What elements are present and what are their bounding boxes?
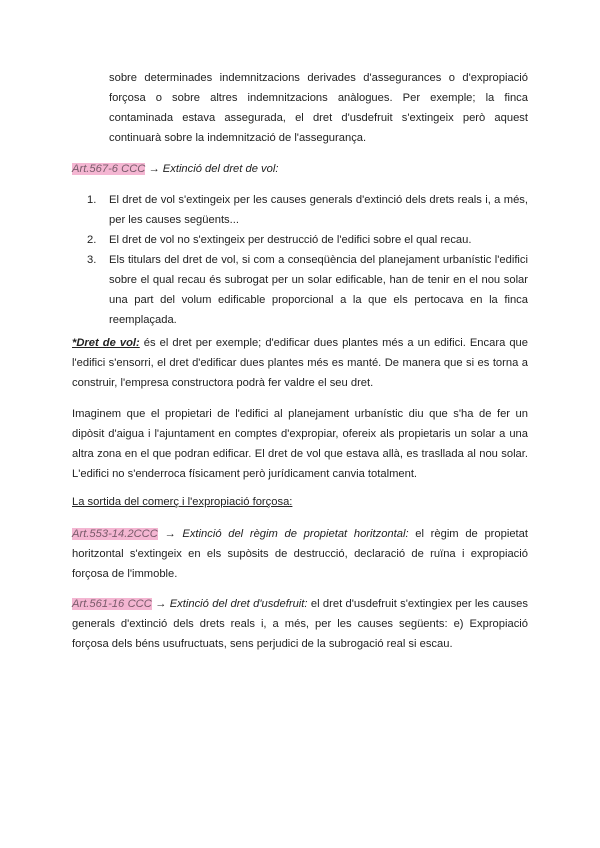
art553-title: → Extinció del règim de propietat horitzontal: <box>157 528 409 540</box>
dret-vol-paragraph <box>72 333 528 393</box>
art553-text: el règim de propietat horitzontal s'extingeix en els supòsits de destrucció, declaració de ruïna i expropiació forçosa de l'immoble. <box>72 528 528 580</box>
art561-text: el dret d'usdefruit s'extingiex per les causes generals d'extinció dels drets reals i, a més, per les causes següents: e) Expropiació forçosa dels béns usufructuats, sens perjudici de la subrogació real si escau. <box>72 598 529 650</box>
art567-list <box>72 190 528 330</box>
art561-ref: Art.561-16 CCC <box>72 598 152 610</box>
art567-ref: Art.567-6 CCC <box>72 163 146 175</box>
list-item-number: 1. <box>87 194 97 206</box>
art553-paragraph <box>72 524 528 584</box>
dret-vol-text: és el dret per exemple; d'edificar dues plantes més a un edifici. Encara que l'edifici s'ensorri, el dret d'edificar dues plantes més es manté. De manera que si es torna a construir, l'empresa constructora podrà fer valdre el seu dret. <box>72 337 528 389</box>
list-item-text: El dret de vol no s'extingeix per destrucció de l'edifici sobre el qual recau. <box>109 234 472 246</box>
art567-heading <box>72 159 528 179</box>
art553-ref: Art.553-14.2CCC <box>72 528 158 540</box>
list-item <box>72 250 528 330</box>
list-item-number: 2. <box>87 234 97 246</box>
example-block <box>72 404 528 484</box>
list-item-text: Els titulars del dret de vol, si com a conseqüència del planejament urbanístic l'edifici sobre el qual recau és subrogat per un solar edificable, han de tenir en el nou solar una part del volum edificable proporcional a la que els pertocava en la finca reemplaçada. <box>109 254 528 326</box>
list-item-number: 3. <box>87 254 97 266</box>
art553-block <box>72 524 528 584</box>
art561-title: → Extinció del dret d'usdefruit: <box>151 598 308 610</box>
art561-block <box>72 594 528 654</box>
art561-paragraph <box>72 594 528 654</box>
dret-vol-term: *Dret de vol: <box>72 337 140 349</box>
art567-title: → Extinció del dret de vol: <box>148 163 279 175</box>
intro-block <box>109 68 528 148</box>
list-item-text: El dret de vol s'extingeix per les causes generals d'extinció dels drets reals i, a més, per les causes següents... <box>109 194 528 226</box>
dret-vol-block <box>72 333 528 393</box>
list-item <box>72 230 528 250</box>
section-heading: La sortida del comerç i l'expropiació forçosa: <box>72 496 293 508</box>
list-item <box>72 190 528 230</box>
example-paragraph: Imaginem que el propietari de l'edifici al planejament urbanístic diu que s'ha de fer un dipòsit d'aigua i l'ajuntament en comptes d'expropiar, ofereix als propietaris un solar a una altra zona en el que podran edificar. El dret de vol que estava allà, es trasllada al nou solar. L'edifici no s'enderroca físicament però jurídicament canvia totalment. <box>72 408 528 480</box>
intro-paragraph: sobre determinades indemnitzacions derivades d'assegurances o d'expropiació forçosa o sobre altres indemnitzacions anàlogues. Per exemple; la finca contaminada estava assegurada, el dret d'usdefruit s'extingeix però aquest continuarà sobre la indemnització de l'assegurança. <box>109 72 528 144</box>
section-heading-block <box>72 492 528 512</box>
